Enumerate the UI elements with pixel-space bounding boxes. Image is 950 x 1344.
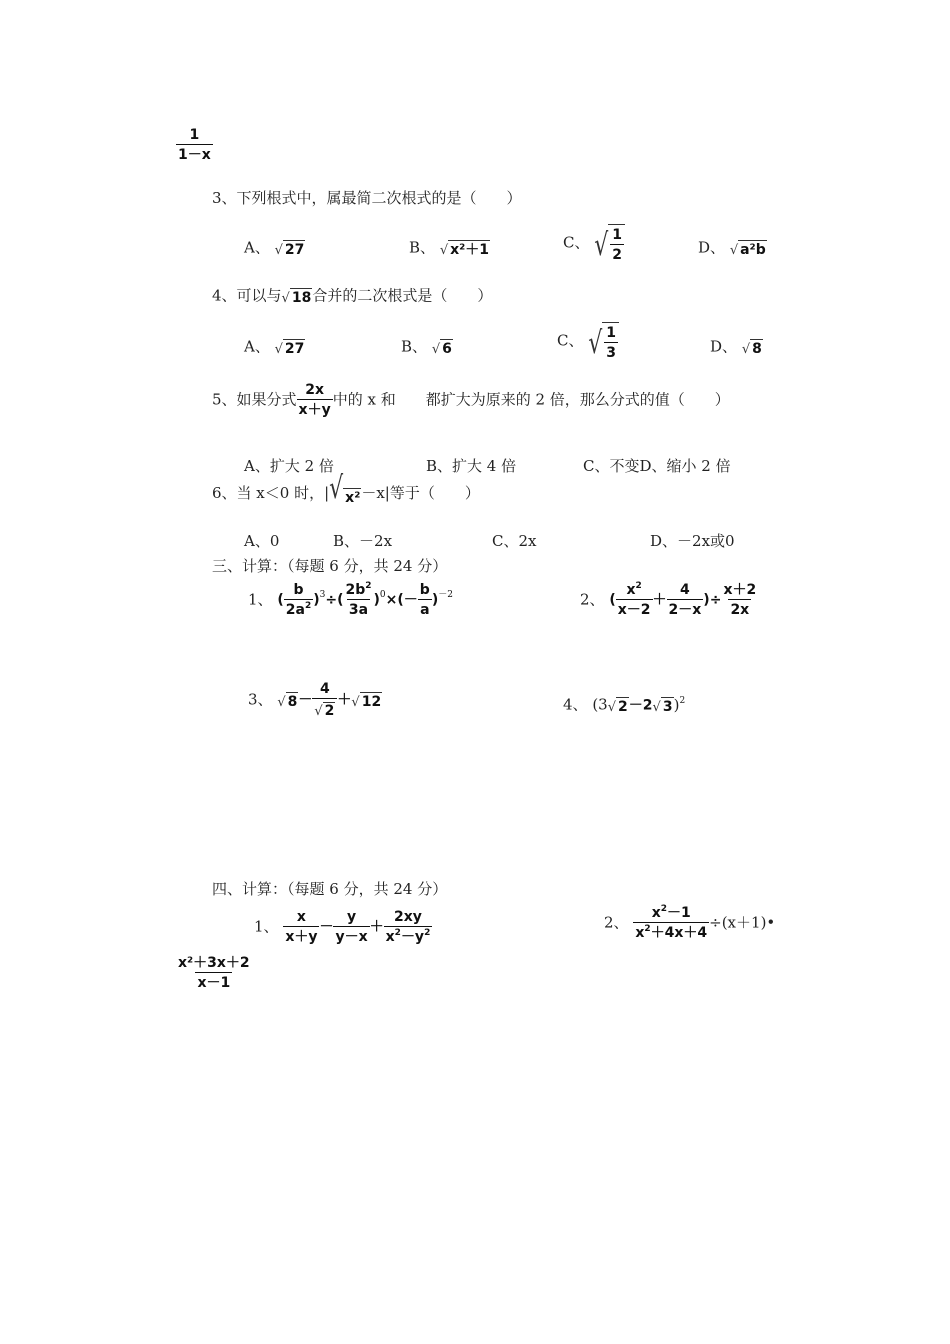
sqrt-6: √ 6 bbox=[431, 341, 452, 357]
q6-option-a: A、0 bbox=[244, 532, 280, 550]
sqrt-27: √ 27 bbox=[274, 242, 305, 258]
s3-problem-3: 3、 √ 8 － 4 √ 2 ＋ √ 12 bbox=[248, 681, 382, 719]
fraction: $\frac{2xy}{x^2-y^2}$ bbox=[385, 909, 431, 945]
sqrt-8: √ 8 bbox=[277, 693, 298, 710]
fraction: $\frac{x^2-1}{x^2+4x+4}$ bbox=[635, 904, 708, 941]
s3-problem-1: 1、 ( $\frac{b}{2a^2}$ )$^3$÷( $\frac{2b^2}{3a}$ )$^0$×(－ $\frac{b}{a}$ )$^{-2}$ bbox=[248, 581, 453, 618]
sqrt-x2-plus-1: √ x²＋1 bbox=[439, 242, 490, 258]
sqrt-x-squared: √ x² bbox=[329, 471, 361, 507]
q5-option-b: B、扩大 4 倍 bbox=[426, 457, 517, 475]
fraction-2x-over-x-plus-y: $\frac{2x}{x+y}$ bbox=[298, 382, 331, 418]
fraction: $\frac{b}{2a^2}$ bbox=[285, 582, 312, 618]
s4-problem-2-continuation: $\frac{\text{x²＋3x＋2}}{x-1}$ bbox=[178, 955, 250, 991]
q4-stem: 4、可以与 √ 18 合并的二次根式是（ ） bbox=[212, 286, 493, 306]
q3-stem: 3、下列根式中，属最简二次根式的是（ ） bbox=[212, 189, 522, 207]
fraction: $\frac{2b^2}{3a}$ bbox=[345, 581, 372, 618]
sqrt-a2b: √ a²b bbox=[729, 242, 766, 258]
q4-option-c: C、 √ $\frac{1}{3}$ bbox=[557, 322, 619, 360]
sqrt-18: √ 18 bbox=[281, 290, 312, 306]
sqrt-one-third: √ $\frac{1}{3}$ bbox=[588, 322, 619, 360]
fraction: $\frac{x}{x+y}$ bbox=[285, 909, 318, 945]
fraction: $\frac{y}{y-x}$ bbox=[335, 909, 368, 945]
q6-option-b: B、－2x bbox=[333, 532, 393, 550]
q6-option-d: D、－2x或0 bbox=[650, 532, 735, 550]
q5-stem: 5、如果分式 $\frac{2x}{x+y}$ 中的 x 和 都扩大为原来的 2 倍，那么分式的值（ ） bbox=[212, 382, 730, 418]
q4-option-b: B、 √ 6 bbox=[401, 337, 452, 357]
fraction: $\frac{4}{2-x}$ bbox=[668, 582, 702, 618]
q5-option-cd: C、不变D、缩小 2 倍 bbox=[583, 457, 731, 475]
sqrt-8: √ 8 bbox=[741, 341, 762, 357]
q6-stem: 6、当 x＜0 时，| √ x² －x|等于（ ） bbox=[212, 471, 480, 507]
sqrt-12: √ 12 bbox=[351, 693, 382, 710]
fraction: $\frac{x^2}{x-2}$ bbox=[617, 581, 651, 618]
top-fraction: $\frac{1}{1-x}$ bbox=[178, 127, 211, 163]
s4-problem-2: 2、 $\frac{x^2-1}{x^2+4x+4}$ ÷(x＋1)• bbox=[604, 904, 776, 941]
q6-option-c: C、2x bbox=[492, 532, 537, 550]
sqrt-2: √ 2 bbox=[607, 699, 628, 715]
fraction: $\frac{b}{a}$ bbox=[419, 582, 430, 618]
fraction: 4 √ 2 bbox=[312, 682, 337, 718]
q4-option-d: D、 √ 8 bbox=[710, 337, 762, 357]
q3-option-a: A、 √ 27 bbox=[244, 238, 305, 258]
sqrt-3: √ 3 bbox=[652, 699, 673, 715]
fraction: $\frac{x+2}{2x}$ bbox=[723, 582, 757, 618]
s3-problem-2: 2、 ( $\frac{x^2}{x-2}$ ＋ $\frac{4}{2-x}$ )÷ $\frac{x+2}{2x}$ bbox=[580, 581, 757, 618]
section-3-heading: 三、计算：（每题 6 分，共 24 分） bbox=[212, 557, 448, 575]
q3-option-b: B、 √ x²＋1 bbox=[409, 238, 490, 258]
q3-option-c: C、 √ $\frac{1}{2}$ bbox=[563, 224, 625, 262]
s4-problem-1: 1、 $\frac{x}{x+y}$ － $\frac{y}{y-x}$ ＋ $\frac{2xy}{x^2-y^2}$ bbox=[254, 909, 431, 945]
q4-option-a: A、 √ 27 bbox=[244, 337, 305, 357]
q5-option-a: A、扩大 2 倍 bbox=[244, 457, 334, 475]
section-4-heading: 四、计算：（每题 6 分，共 24 分） bbox=[212, 880, 448, 898]
sqrt-one-half: √ $\frac{1}{2}$ bbox=[594, 224, 625, 262]
q3-option-d: D、 √ a²b bbox=[698, 238, 766, 258]
sqrt-27: √ 27 bbox=[274, 341, 305, 357]
s3-problem-4: 4、 (3 √ 2 －2 √ 3 )$^2$ bbox=[563, 695, 686, 715]
